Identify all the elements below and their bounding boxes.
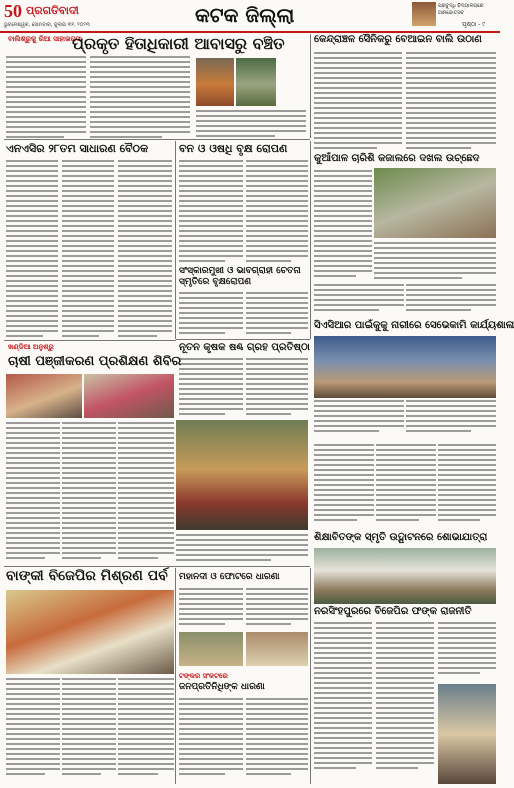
logo-badge: 50: [4, 1, 22, 21]
brand-name: ପ୍ରଗତିବାଦୀ: [26, 4, 79, 17]
story-body: [406, 400, 496, 440]
column-rule: [175, 568, 176, 784]
story-photo: [179, 632, 243, 666]
story-headline: ପ୍ରକୃତ ହିତାଧିକାରୀ ଆବାସରୁ ବଞ୍ଚିତ: [72, 34, 285, 53]
story-body: [62, 422, 116, 566]
story-body: [179, 588, 243, 630]
story-headline: ଏନଏସିର ୨୮ତମ ସାଧାରଣ ବୈଠକ: [6, 142, 149, 155]
section-rule: [4, 139, 310, 140]
story-headline: ନୂତନ କୃଷକ ଷଣ୍ଢ ଗ୍ରହ ପ୍ରତିଷ୍ଠା: [179, 342, 310, 353]
story-body: [179, 160, 243, 264]
masthead: [0, 0, 500, 30]
page-number: ପୃଷ୍ଠା - ୯: [462, 21, 486, 28]
story-headline: ଶିକ୍ଷାବିତଙ୍କ ସ୍ମୃତି ଉଦ୍ଘାଟନରେ ଶୋଭାଯାତ୍ରା: [314, 532, 488, 543]
story-body: [314, 284, 404, 318]
story-photo: [314, 336, 496, 398]
story-body: [376, 444, 436, 528]
section-title: କଟକ ଜିଲ୍ଲା: [195, 3, 295, 27]
story-body: [314, 400, 404, 440]
column-rule: [310, 141, 311, 339]
story-body: [246, 698, 308, 784]
section-rule: [4, 566, 310, 567]
story-headline: ବନ ଓ ଓଷଧି ବୃକ୍ଷ ରୋପଣ: [179, 142, 288, 155]
story-body: [246, 160, 308, 264]
story-kicker: ଖଣ୍ଡିଆ ଅନୁଶ୍ରୁ: [8, 343, 54, 351]
story-body: [246, 292, 308, 338]
story-body: [314, 622, 372, 784]
story-body: [374, 242, 496, 282]
story-body: [196, 110, 306, 140]
story-headline: ସଂସ୍କାରମୁଖୀ ଓ ଭାବଗ୍ରାହୀ ଚେତନା ସ୍ମୃତିରେ ବୃକ୍ଷରୋପଣ: [179, 266, 301, 287]
story-photo: [438, 684, 496, 784]
story-body: [406, 284, 496, 318]
story-body: [62, 678, 116, 784]
story-body: [118, 160, 172, 338]
masthead-rule: [0, 31, 500, 33]
story-body: [6, 56, 86, 138]
story-photo: [246, 632, 308, 666]
story-body: [118, 678, 174, 784]
story-kicker: ବାଲିଶ୍ରୁକୁ ରିଆ ସାହାଭରସା: [8, 35, 82, 43]
section-rule: [176, 339, 310, 340]
story-body: [314, 444, 374, 528]
story-photo: [374, 168, 496, 238]
story-headline: ଚାଷୀ ପଞ୍ଜୀକରଣ ପ୍ରଶିକ୍ଷଣ ଶିବିର: [8, 354, 182, 369]
story-headline: କେନ୍ଦ୍ରାଞ୍ଚଳ ସୈନିକରୁ ବେଆଇନ ବାଲି ଉଠାଣ: [314, 34, 482, 45]
story-body: [246, 358, 308, 418]
story-headline: ଜନପ୍ରତିନିଧିଙ୍କ ଧାରଣା: [179, 682, 265, 692]
story-body: [6, 678, 60, 784]
story-photo: [6, 374, 82, 418]
story-kicker: ଟଙ୍କର ସଂକଟରେ: [179, 672, 228, 680]
column-rule: [310, 568, 311, 784]
story-headline: ମହାନଦୀ ଓ ଫୋଟରେ ଧାରଣା: [179, 572, 280, 582]
story-body: [376, 622, 434, 784]
column-rule: [175, 141, 176, 339]
story-body: [246, 588, 308, 630]
column-rule: [310, 34, 311, 138]
story-headline: ବାଙ୍କୀ ବିଜେପିର ମିଶ୍ରଣ ପର୍ବ: [6, 568, 168, 584]
story-photo: [314, 548, 496, 604]
story-body: [6, 160, 58, 338]
story-body: [118, 422, 174, 566]
section-rule: [4, 340, 176, 341]
story-body: [438, 444, 496, 528]
story-body: [314, 52, 402, 152]
story-body: [314, 170, 372, 280]
story-body: [179, 698, 243, 784]
story-headline: ସିଏସିଆର ପାଇଁକୁକୁ ନାରୀରେ ସେଭେକାମି କାର୍ଯ୍ୟଶାଳା: [314, 320, 514, 331]
story-photo: [84, 374, 174, 418]
story-body: [6, 422, 60, 566]
inset-caption: ପ୍ରବୁଦ୍ଧି ବିଦ୍ୟାଳୟରେ ଆନନ୍ଦୋତ୍ସବ: [438, 3, 484, 16]
story-photo: [196, 58, 234, 106]
story-headline: କୁଆଁପାଳ ଚାରିଶି କଜାଲରେ ଦଖଲ ଉଚ୍ଛେଦ: [314, 153, 480, 164]
inset-photo: [412, 2, 436, 26]
dateline: ଭୁବନେଶ୍ୱର, ସୋମବାର, ଜୁଲାଇ ୩୧, ୨୦୨୩: [4, 22, 90, 28]
story-body: [176, 534, 308, 568]
story-photo: [6, 590, 174, 674]
story-body: [406, 52, 496, 152]
story-body: [62, 160, 114, 338]
story-body: [90, 56, 190, 138]
story-headline: ନରସିଂହପୁରରେ ବିଜେପିର ଫଙ୍କ ରାଜନୀତି: [314, 606, 472, 617]
story-body: [438, 622, 496, 682]
story-photo: [236, 58, 276, 106]
story-body: [179, 292, 243, 338]
story-photo: [176, 420, 308, 530]
